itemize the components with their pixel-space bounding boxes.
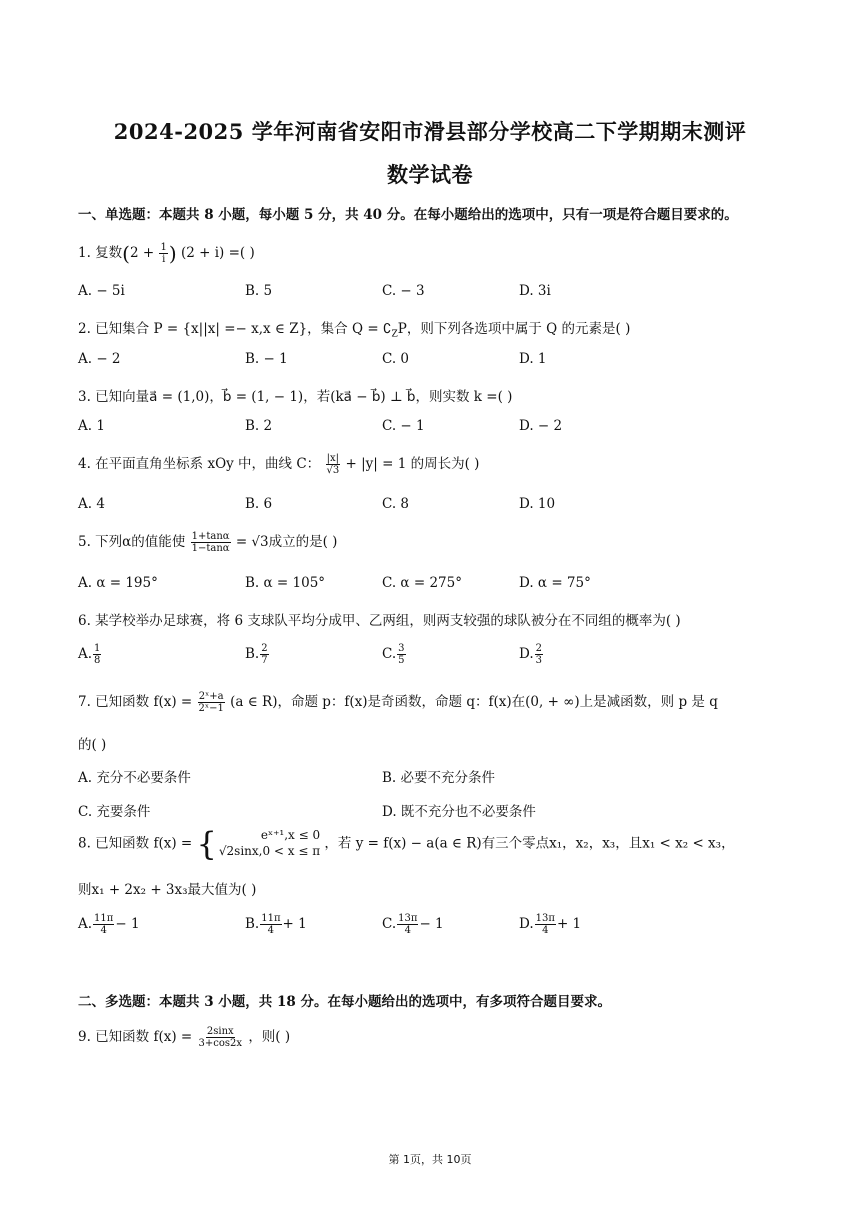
q2-stem: 2. 已知集合 P = {x||x| =− x,x ∈ Z}，集合 Q = ∁ (78, 321, 392, 337)
exam-title: 2024-2025 学年河南省安阳市滑县部分学校高二下学期期末测评 (113, 119, 747, 144)
q5-option-d: D. α = 75° (519, 575, 591, 591)
q9-fraction: $\frac{2\sin x}{3+\cos 2x}$ (198, 1026, 243, 1049)
q8-option-c: C. $\frac{13\pi}{4}$ − 1 (382, 913, 444, 936)
q3-option-d: D. − 2 (519, 418, 563, 434)
q7-stem: 7. 已知函数 f(x) = (78, 694, 193, 710)
question-8-line2: 则x₁ + 2x₂ + 3x₃最大值为( ) (78, 882, 257, 898)
q4-option-c: C. 8 (382, 496, 410, 512)
question-9 (78, 1025, 290, 1049)
q1-option-a: A. − 5i (78, 283, 125, 299)
q5-fraction: $\frac{1+\tan\alpha}{1-\tan\alpha}$ (191, 531, 230, 554)
q5-stem-tail: = √3成立的是( ) (235, 534, 338, 550)
q6-option-a: A. $\frac{1}{8}$ (78, 643, 101, 666)
q8-option-d: D. $\frac{13\pi}{4}$ + 1 (519, 913, 582, 936)
q8-piecewise: { eˣ⁺¹,x ≤ 0 √2sinx,0 < x ≤ π (196, 825, 321, 863)
question-1: 1. 复数(2 + $\frac{1}{i}$ ) (2 + i) =( ) (78, 241, 255, 266)
q8-option-a: A. $\frac{11\pi}{4}$ − 1 (78, 913, 140, 936)
q7-option-c: C. 充要条件 (78, 804, 151, 820)
q7-option-a: A. 充分不必要条件 (78, 770, 191, 786)
q4-option-a: A. 4 (78, 496, 105, 512)
q6-option-c: C. $\frac{3}{5}$ (382, 643, 405, 666)
q8-option-b: B. $\frac{11\pi}{4}$ + 1 (245, 913, 307, 936)
question-3: 3. 已知向量a⃗ = (1,0)，b⃗ = (1, − 1)，若(ka⃗ − b⃗) ⊥ b⃗，则实数 k =( ) (78, 389, 513, 405)
q2-option-b: B. − 1 (245, 351, 288, 367)
q4-option-d: D. 10 (519, 496, 556, 512)
section-multiple-choice: 二、多选题：本题共 3 小题，共 18 分。在每小题给出的选项中，有多项符合题目要求。 (78, 994, 611, 1010)
q8-stem-tail: ，若 y = f(x) − a(a ∈ R)有三个零点x₁，x₂，x₃，且x₁ < x₂ < x₃， (324, 835, 735, 852)
q8-stem: 8. 已知函数 f(x) = (78, 835, 193, 852)
q1-option-c: C. − 3 (382, 283, 425, 299)
q1-fraction: $\frac{1}{i}$ (160, 242, 167, 265)
q4-option-b: B. 6 (245, 496, 273, 512)
q2-option-a: A. − 2 (78, 351, 121, 367)
exam-subtitle: 数学试卷 (387, 162, 473, 187)
page-footer: 第 1页，共 10页 (388, 1153, 472, 1166)
q3-option-c: C. − 1 (382, 418, 425, 434)
q2-subscript: Z (391, 329, 398, 340)
q2-option-d: D. 1 (519, 351, 547, 367)
question-2 (78, 317, 630, 340)
q5-option-b: B. α = 105° (245, 575, 326, 591)
q1-expr: 2 + (129, 245, 155, 261)
q2-stem-tail: P，则下列各选项中属于 Q 的元素是( ) (397, 321, 631, 337)
q1-stem: 1. 复数 (78, 245, 123, 261)
q9-stem-tail: ，则( ) (248, 1029, 291, 1045)
q7-option-d: D. 既不充分也不必要条件 (382, 804, 536, 820)
q7-option-b: B. 必要不充分条件 (382, 770, 496, 786)
q3-option-a: A. 1 (78, 418, 105, 434)
q1-expr-tail: (2 + i) =( ) (180, 245, 255, 261)
q6-option-d: D. $\frac{2}{3}$ (519, 643, 543, 666)
question-5 (78, 530, 337, 554)
q6-option-b: B. $\frac{2}{7}$ (245, 643, 268, 666)
q7-fraction: $\frac{\text{2ˣ+a}}{\text{2ˣ−1}}$ (198, 691, 224, 714)
q2-option-c: C. 0 (382, 351, 410, 367)
q5-option-c: C. α = 275° (382, 575, 462, 591)
q5-stem: 5. 下列α的值能使 (78, 534, 186, 550)
q1-option-d: D. 3i (519, 283, 551, 299)
question-6: 6. 某学校举办足球赛，将 6 支球队平均分成甲、乙两组，则两支较强的球队被分在不同组的概率为( ) (78, 613, 681, 629)
q3-option-b: B. 2 (245, 418, 273, 434)
question-8 (78, 825, 735, 863)
q1-option-b: B. 5 (245, 283, 273, 299)
question-7-line2: 的( ) (78, 737, 107, 753)
q9-stem: 9. 已知函数 f(x) = (78, 1029, 193, 1045)
q4-stem: 4. 在平面直角坐标系 xOy 中，曲线 C： (78, 456, 321, 472)
q4-stem-tail: + |y| = 1 的周长为( ) (345, 456, 480, 472)
question-7 (78, 690, 718, 714)
section-single-choice: 一、单选题：本题共 8 小题，每小题 5 分，共 40 分。在每小题给出的选项中，只有一项是符合题目要求的。 (78, 207, 738, 223)
q4-fraction: $\frac{|x|}{√3}$ (326, 453, 340, 476)
q5-option-a: A. α = 195° (78, 575, 158, 591)
question-4 (78, 452, 479, 476)
q7-stem-tail: (a ∈ R)，命题 p：f(x)是奇函数，命题 q：f(x)在(0, + ∞)上是减函数，则 p 是 q (230, 694, 718, 710)
